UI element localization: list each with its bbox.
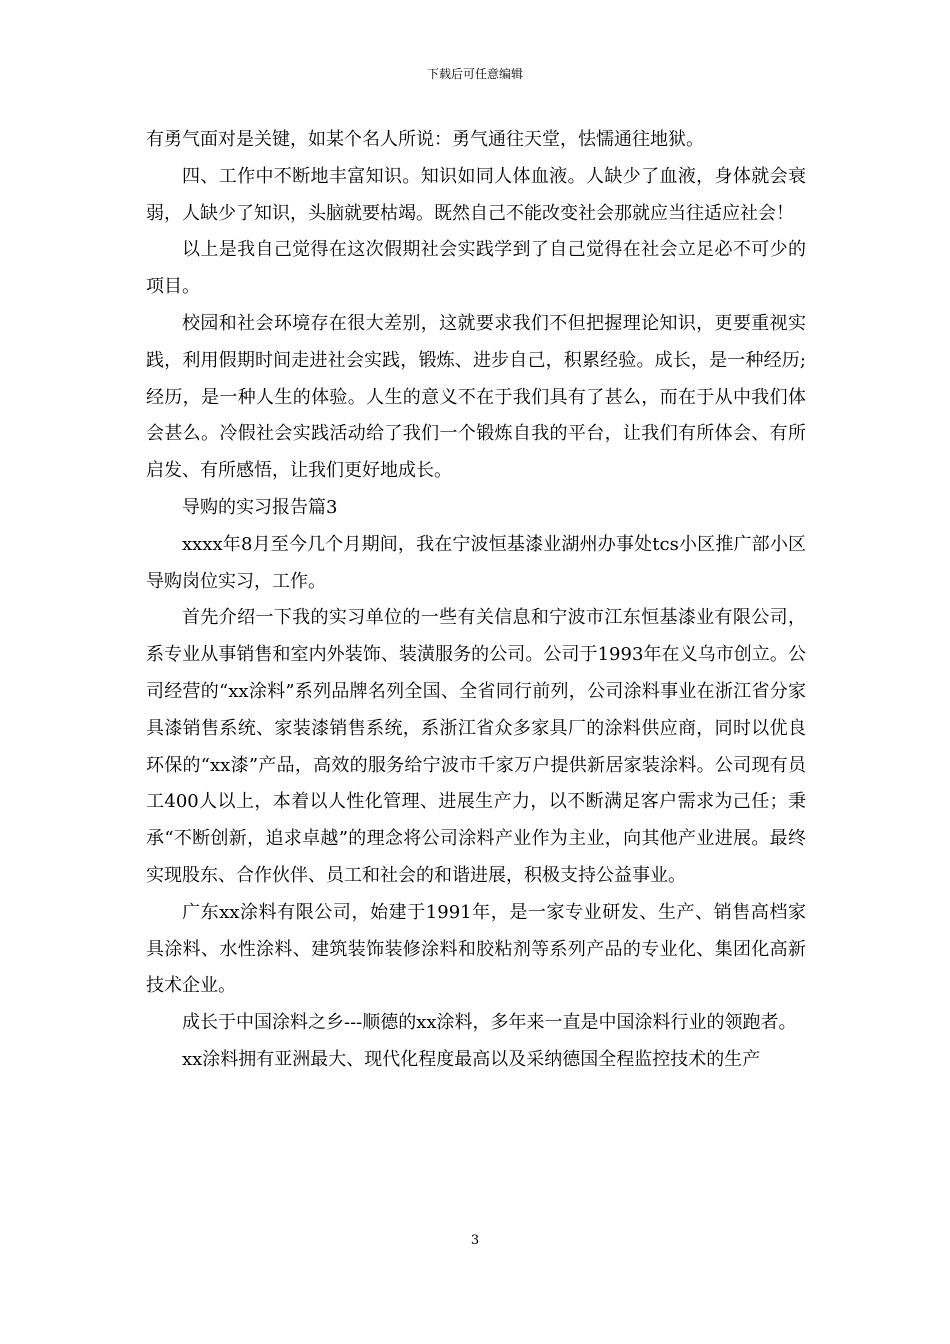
paragraph: 四、工作中不断地丰富知识。知识如同人体血液。人缺少了血液，身体就会衰弱，人缺少了知识，头脑就要枯竭。既然自己不能改变社会那就应当往适应社会！ xyxy=(146,165,806,224)
page-header: 下载后可任意编辑 xyxy=(426,67,523,81)
page-number: 3 xyxy=(470,1233,480,1248)
paragraph: 校园和社会环境存在很大差别，这就要求我们不但把握理论知识，更要重视实践，利用假期时间走进社会实践，锻炼、进步自己，积累经验。成长，是一种经历;经历，是一种人生的体验。人生的意义不在于我们具有了甚么，而在于从中我们体会甚么。冷假社会实践活动给了我们一个锻炼自我的平台，让我们有所体会、有所启发、有所感悟，让我们更好地成长。 xyxy=(146,312,806,482)
paragraph-continuation: 有勇气面对是关键，如某个名人所说：勇气通往天堂，怯懦通往地狱。 xyxy=(146,129,704,150)
paragraph: 首先介绍一下我的实习单位的一些有关信息和宁波市江东恒基漆业有限公司，系专业从事销售和室内外装饰、装潢服务的公司。公司于1993年在义乌市创立。公司经营的“xx涂料”系列品牌名列全国、全省同行前列，公司涂料事业在浙江省分家具漆销售系统、家装漆销售系统，系浙江省众多家具厂的涂料供应商，同时以优良环保的“xx漆”产品，高效的服务给宁波市千家万户提供新居家装涂料。公司现有员工400人以上，本着以人性化管理、进展生产力，以不断满足客户需求为己任；秉承“不断创新，追求卓越”的理念将公司涂料产业作为主业，向其他产业进展。最终实现股东、合作伙伴、员工和社会的和谐进展，积极支持公益事业。 xyxy=(146,607,806,886)
document-body xyxy=(146,122,806,1079)
paragraph: 以上是我自己觉得在这次假期社会实践学到了自己觉得在社会立足必不可少的项目。 xyxy=(146,239,806,298)
paragraph: 成长于中国涂料之乡---顺德的xx涂料，多年来一直是中国涂料行业的领跑者。 xyxy=(182,1012,797,1034)
paragraph: 广东xx涂料有限公司，始建于1991年，是一家专业研发、生产、销售高档家具涂料、水性涂料、建筑装饰装修涂料和胶粘剂等系列产品的专业化、集团化高新技术企业。 xyxy=(146,901,806,997)
paragraph: xxxx年8月至今几个月期间，我在宁波恒基漆业湖州办事处tcs小区推广部小区导购岗位实习，工作。 xyxy=(146,533,806,592)
section-heading: 导购的实习报告篇3 xyxy=(182,496,338,518)
paragraph: xx涂料拥有亚洲最大、现代化程度最高以及采纳德国全程监控技术的生产 xyxy=(182,1048,761,1070)
